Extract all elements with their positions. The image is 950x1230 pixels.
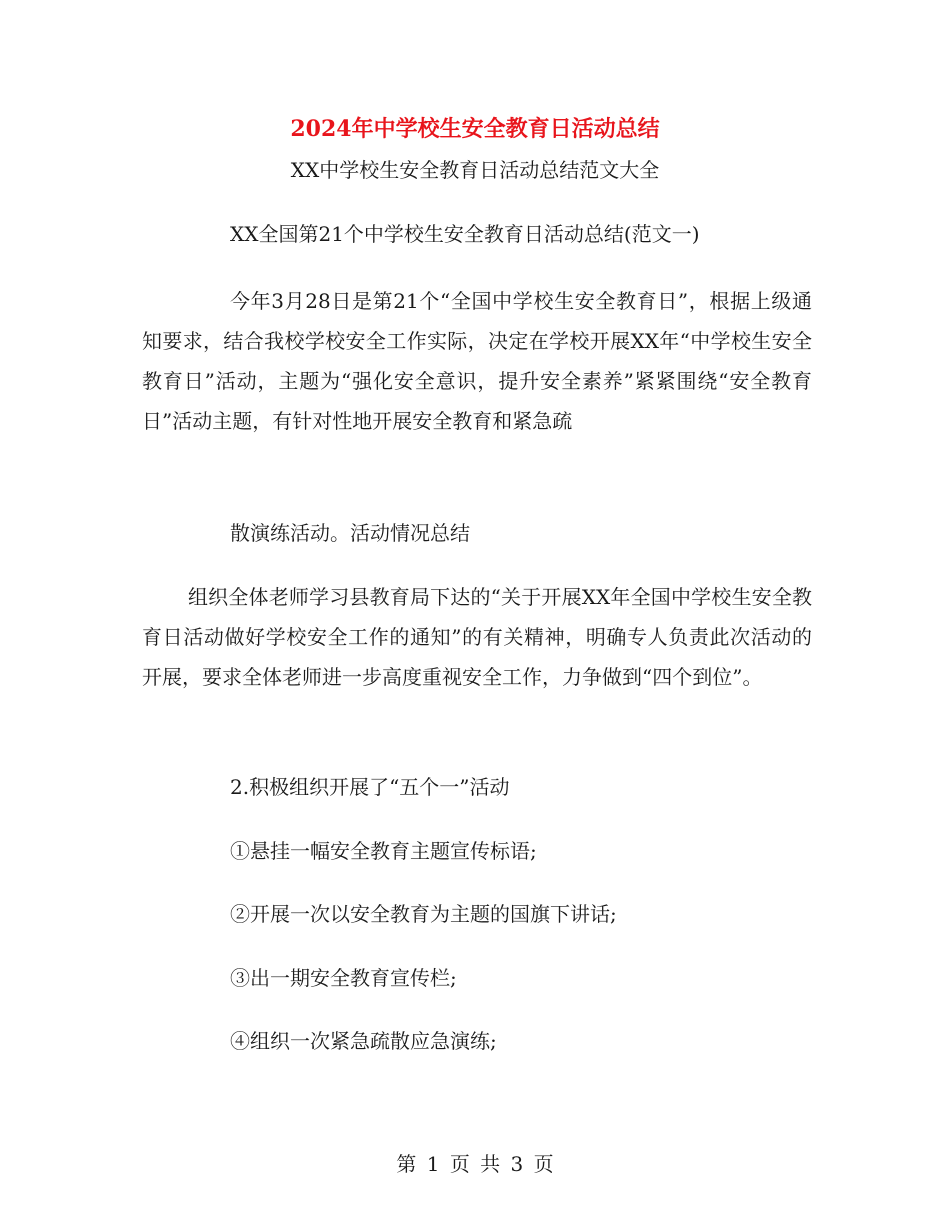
section-heading: XX全国第21个中学校生安全教育日活动总结(范文一) bbox=[230, 222, 700, 246]
document-subtitle: XX中学校生安全教育日活动总结范文大全 bbox=[290, 158, 660, 182]
list-item: ③出一期安全教育宣传栏; bbox=[230, 966, 457, 990]
item-heading: 2.积极组织开展了“五个一”活动 bbox=[230, 775, 510, 799]
list-item: ①悬挂一幅安全教育主题宣传标语; bbox=[230, 839, 537, 863]
document-title: 2024年中学校生安全教育日活动总结 bbox=[290, 116, 660, 142]
paragraph-2: 组织全体老师学习县教育局下达的“关于开展XX年全国中学校生安全教育日活动做好学校安全工作的通知”的有关精神，明确专人负责此次活动的开展，要求全体老师进一步高度重视安全工作，力争做到“四个到位”。 bbox=[142, 585, 812, 689]
list-item: ②开展一次以安全教育为主题的国旗下讲话; bbox=[230, 902, 617, 926]
paragraph-1: 今年3月28日是第21个“全国中学校生安全教育日”，根据上级通知要求，结合我校学校安全工作实际，决定在学校开展XX年“中学校生安全教育日”活动，主题为“强化安全意识，提升安全素养”紧紧围绕“安全教育日”活动主题，有针对性地开展安全教育和紧急疏 bbox=[142, 289, 812, 433]
list-item: ④组织一次紧急疏散应急演练; bbox=[230, 1029, 497, 1053]
page-footer: 第 1 页 共 3 页 bbox=[396, 1152, 554, 1176]
paragraph-1-continuation: 散演练活动。活动情况总结 bbox=[230, 521, 470, 545]
